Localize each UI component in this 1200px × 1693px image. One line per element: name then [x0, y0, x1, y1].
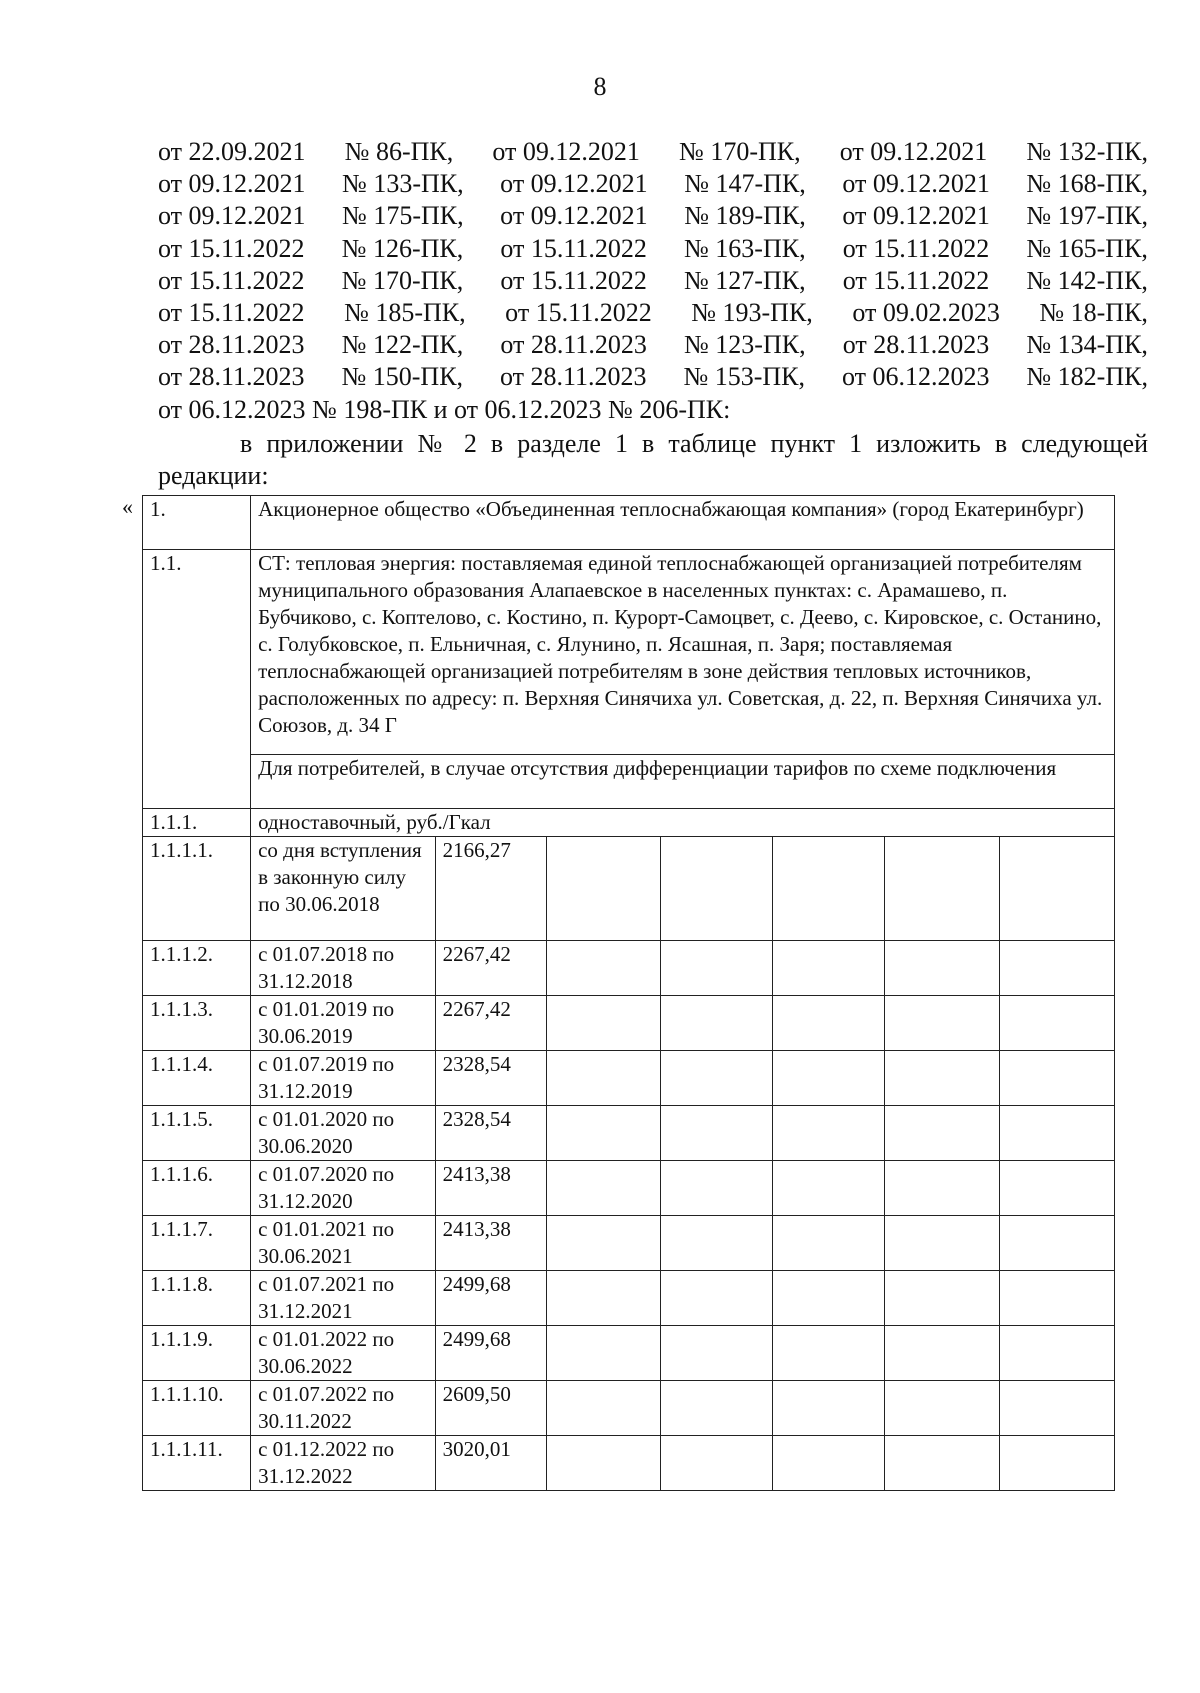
tariff-value: 2413,38	[435, 1216, 546, 1271]
reference-line	[158, 200, 1148, 232]
tariff-period: с 01.01.2021 по 30.06.2021	[251, 1216, 436, 1271]
empty-cell	[885, 1436, 999, 1491]
reference-number: № 197-ПК,	[1026, 201, 1148, 231]
reference-date: от 15.11.2022	[505, 297, 652, 327]
tariff-row-number: 1.1.1.2.	[143, 941, 251, 996]
reference-date: от 09.12.2021	[158, 201, 306, 231]
reference-date: от 09.12.2021	[842, 169, 990, 199]
tariff-table	[142, 495, 1115, 1491]
reference-date: от 15.11.2022	[158, 297, 305, 327]
tariff-value: 2499,68	[435, 1326, 546, 1381]
reference-number: № 165-ПК,	[1026, 233, 1148, 263]
empty-cell	[885, 1051, 999, 1106]
empty-cell	[999, 1381, 1114, 1436]
reference-number: № 170-ПК,	[341, 265, 464, 295]
reference-date: от 06.12.2023	[841, 362, 990, 392]
tariff-period: с 01.07.2021 по 31.12.2021	[251, 1271, 436, 1326]
empty-cell	[885, 1161, 999, 1216]
reference-number: № 175-ПК,	[342, 201, 464, 231]
consumers-text: Для потребителей, в случае отсутствия дифференциации тарифов по схеме подключения	[251, 755, 1115, 809]
reference-number: № 133-ПК,	[342, 169, 464, 199]
empty-cell	[773, 837, 885, 941]
tariff-value: 2267,42	[435, 996, 546, 1051]
empty-cell	[546, 941, 660, 996]
tariff-row-number: 1.1.1.8.	[143, 1271, 251, 1326]
empty-cell	[661, 1161, 773, 1216]
reference-date: от 15.11.2022	[500, 233, 647, 263]
reference-number: № 132-ПК,	[1026, 137, 1148, 166]
reference-date: от 28.11.2023	[158, 362, 305, 392]
tariff-value: 2328,54	[435, 1051, 546, 1106]
reference-number: № 147-ПК,	[684, 169, 806, 199]
reference-line	[158, 168, 1148, 200]
reference-number: № 134-ПК,	[1026, 330, 1148, 360]
empty-cell	[885, 1216, 999, 1271]
empty-cell	[999, 837, 1114, 941]
consumers-row	[143, 755, 1115, 809]
reference-number: № 189-ПК,	[684, 201, 806, 231]
empty-cell	[661, 1326, 773, 1381]
reference-line	[158, 361, 1148, 393]
reference-line	[158, 233, 1148, 265]
reference-line	[158, 136, 1148, 168]
reference-date: от 09.12.2021	[842, 201, 990, 231]
tariff-row	[143, 996, 1115, 1051]
reference-number: № 127-ПК,	[684, 265, 806, 295]
tariff-row-number: 1.1.1.6.	[143, 1161, 251, 1216]
tariff-row-number: 1.1.1.9.	[143, 1326, 251, 1381]
tariff-row	[143, 1216, 1115, 1271]
tariff-period: со дня вступления в законную силу по 30.06.2018	[251, 837, 436, 941]
empty-cell	[773, 1051, 885, 1106]
empty-cell	[661, 1381, 773, 1436]
empty-cell	[546, 1271, 660, 1326]
empty-cell	[661, 1216, 773, 1271]
reference-date: от 09.02.2023	[852, 297, 1000, 327]
reference-date: от 15.11.2022	[500, 265, 647, 295]
empty-cell	[999, 1271, 1114, 1326]
tariff-value: 3020,01	[435, 1436, 546, 1491]
reference-list	[158, 136, 1148, 426]
empty-cell	[885, 837, 999, 941]
tariff-period: с 01.07.2022 по 30.11.2022	[251, 1381, 436, 1436]
reference-date: от 28.11.2023	[499, 362, 647, 392]
empty-cell	[546, 1381, 660, 1436]
tariff-period: с 01.01.2020 по 30.06.2020	[251, 1106, 436, 1161]
tariff-value: 2413,38	[435, 1161, 546, 1216]
empty-cell	[661, 941, 773, 996]
opening-quote: «	[122, 494, 133, 519]
empty-cell	[773, 1436, 885, 1491]
empty-cell	[546, 837, 660, 941]
empty-cell	[546, 1436, 660, 1491]
reference-date: от 22.09.2021	[158, 137, 306, 166]
reference-date: от 09.12.2021	[492, 137, 640, 166]
reference-number: № 122-ПК,	[341, 330, 464, 360]
empty-cell	[773, 1161, 885, 1216]
empty-cell	[661, 1436, 773, 1491]
tariff-period: с 01.12.2022 по 31.12.2022	[251, 1436, 436, 1491]
reference-number: № 170-ПК,	[679, 137, 801, 166]
reference-number: № 193-ПК,	[691, 297, 813, 327]
empty-cell	[546, 1216, 660, 1271]
tariff-row-number: 1.1.1.10.	[143, 1381, 251, 1436]
empty-cell	[885, 1326, 999, 1381]
tariff-row-number: 1.1.1.5.	[143, 1106, 251, 1161]
empty-cell	[999, 1216, 1114, 1271]
empty-cell	[773, 1106, 885, 1161]
rate-row	[143, 809, 1115, 837]
reference-line-last: от 06.12.2023 № 198-ПК и от 06.12.2023 № 206-ПК:	[158, 394, 731, 424]
tariff-row-number: 1.1.1.3.	[143, 996, 251, 1051]
reference-number: № 142-ПК,	[1026, 265, 1148, 295]
tariff-period: с 01.01.2022 по 30.06.2022	[251, 1326, 436, 1381]
st-description: СТ: тепловая энергия: поставляемая единой теплоснабжающей организацией потребителям муниципального образования Алапаевское в населенных пунктах: с. Арамашево, п. Бубчиково, с. Коптелово, с. Костино, п. Курорт-Самоцвет, с. Деево, с. Кировское, с. Останино, с. Голубковское, п. Ельничная, с. Ялунино, п. Ясашная, п. Заря; поставляемая теплоснабжающей организацией потребителям в зоне действия тепловых источников, расположенных по адресу: п. Верхняя Синячиха ул. Советская, д. 22, п. Верхняя Синячиха ул. Союзов, д. 34 Г	[251, 550, 1115, 755]
tariff-period: с 01.07.2019 по 31.12.2019	[251, 1051, 436, 1106]
empty-cell	[999, 1051, 1114, 1106]
tariff-row	[143, 1271, 1115, 1326]
empty-cell	[546, 996, 660, 1051]
instruction-paragraph: в приложении № 2 в разделе 1 в таблице пункт 1 изложить в следующей редакции:	[158, 429, 1148, 490]
tariff-row	[143, 1161, 1115, 1216]
reference-date: от 09.12.2021	[500, 201, 648, 231]
empty-cell	[773, 941, 885, 996]
reference-number: № 168-ПК,	[1026, 169, 1148, 199]
org-name: Акционерное общество «Объединенная теплоснабжающая компания» (город Екатеринбург)	[251, 496, 1115, 550]
reference-line	[158, 297, 1148, 329]
rate-number: 1.1.1.	[143, 809, 251, 837]
reference-date: от 28.11.2023	[842, 330, 990, 360]
st-number: 1.1.	[143, 550, 251, 809]
empty-cell	[885, 996, 999, 1051]
reference-number: № 86-ПК,	[344, 137, 454, 166]
tariff-value: 2166,27	[435, 837, 546, 941]
reference-line	[158, 265, 1148, 297]
tariff-value: 2267,42	[435, 941, 546, 996]
tariff-row-number: 1.1.1.4.	[143, 1051, 251, 1106]
tariff-row	[143, 1106, 1115, 1161]
page-number: 8	[593, 72, 607, 101]
empty-cell	[999, 1436, 1114, 1491]
org-row	[143, 496, 1115, 550]
empty-cell	[999, 1106, 1114, 1161]
empty-cell	[885, 1106, 999, 1161]
empty-cell	[999, 996, 1114, 1051]
empty-cell	[773, 1381, 885, 1436]
reference-date: от 09.12.2021	[839, 137, 988, 166]
reference-date: от 15.11.2022	[158, 233, 305, 263]
tariff-row	[143, 1436, 1115, 1491]
empty-cell	[999, 941, 1114, 996]
empty-cell	[773, 1326, 885, 1381]
empty-cell	[661, 1106, 773, 1161]
empty-cell	[885, 941, 999, 996]
empty-cell	[999, 1161, 1114, 1216]
reference-number: № 182-ПК,	[1026, 362, 1148, 392]
reference-line	[158, 329, 1148, 361]
tariff-row	[143, 837, 1115, 941]
reference-date: от 15.11.2022	[158, 265, 305, 295]
tariff-period: с 01.07.2018 по 31.12.2018	[251, 941, 436, 996]
reference-date: от 15.11.2022	[842, 233, 990, 263]
tariff-row-number: 1.1.1.7.	[143, 1216, 251, 1271]
tariff-period: с 01.07.2020 по 31.12.2020	[251, 1161, 436, 1216]
empty-cell	[885, 1271, 999, 1326]
tariff-value: 2328,54	[435, 1106, 546, 1161]
tariff-row	[143, 941, 1115, 996]
empty-cell	[661, 1051, 773, 1106]
empty-cell	[773, 1216, 885, 1271]
tariff-row	[143, 1381, 1115, 1436]
empty-cell	[661, 996, 773, 1051]
reference-number: № 153-ПК,	[683, 362, 806, 392]
reference-date: от 09.12.2021	[158, 169, 306, 199]
tariff-row	[143, 1051, 1115, 1106]
empty-cell	[546, 1326, 660, 1381]
reference-number: № 150-ПК,	[341, 362, 464, 392]
st-row	[143, 550, 1115, 755]
tariff-row-number: 1.1.1.1.	[143, 837, 251, 941]
empty-cell	[546, 1106, 660, 1161]
empty-cell	[546, 1161, 660, 1216]
empty-cell	[773, 1271, 885, 1326]
empty-cell	[885, 1381, 999, 1436]
tariff-value: 2609,50	[435, 1381, 546, 1436]
reference-number: № 123-ПК,	[684, 330, 806, 360]
empty-cell	[661, 837, 773, 941]
empty-cell	[546, 1051, 660, 1106]
tariff-row-number: 1.1.1.11.	[143, 1436, 251, 1491]
empty-cell	[661, 1271, 773, 1326]
empty-cell	[999, 1326, 1114, 1381]
reference-number: № 18-ПК,	[1039, 297, 1148, 327]
rate-type: одноставочный, руб./Гкал	[251, 809, 1115, 837]
tariff-period: с 01.01.2019 по 30.06.2019	[251, 996, 436, 1051]
reference-number: № 185-ПК,	[344, 297, 466, 327]
reference-number: № 163-ПК,	[684, 233, 806, 263]
reference-date: от 09.12.2021	[500, 169, 648, 199]
reference-date: от 15.11.2022	[842, 265, 990, 295]
tariff-value: 2499,68	[435, 1271, 546, 1326]
reference-date: от 28.11.2023	[158, 330, 305, 360]
reference-date: от 28.11.2023	[500, 330, 647, 360]
org-number: 1.	[143, 496, 251, 550]
tariff-row	[143, 1326, 1115, 1381]
empty-cell	[773, 996, 885, 1051]
reference-number: № 126-ПК,	[341, 233, 464, 263]
